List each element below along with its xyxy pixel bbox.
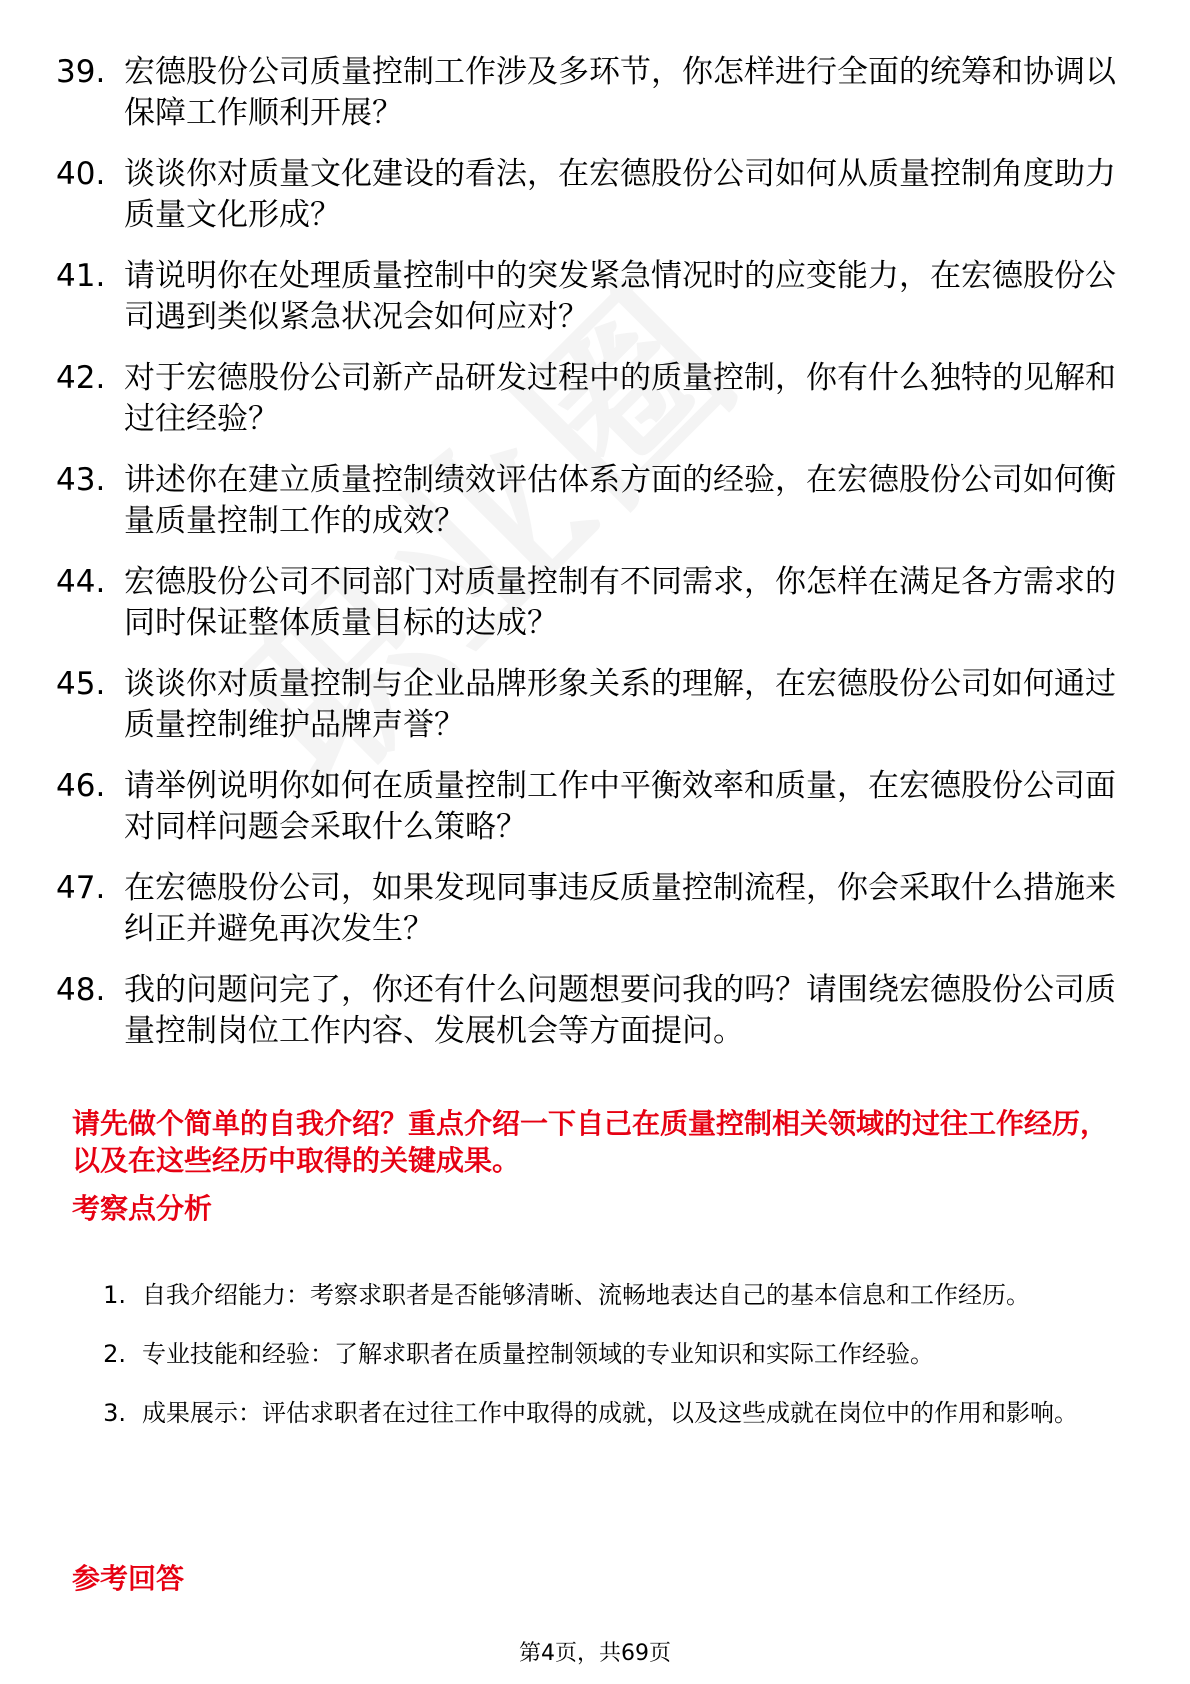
analysis-item	[86, 1325, 1126, 1383]
question-number: 42.	[56, 360, 106, 396]
question-list	[56, 52, 1136, 1072]
question-text: 请说明你在处理质量控制中的突发紧急情况时的应变能力，在宏德股份公司遇到类似紧急状况会如何应对？	[124, 258, 1116, 335]
analysis-number: 3.	[103, 1399, 126, 1427]
question-item	[56, 766, 1136, 848]
analysis-number: 2.	[103, 1340, 126, 1368]
analysis-text: 自我介绍能力：考察求职者是否能够清晰、流畅地表达自己的基本信息和工作经历。	[142, 1281, 1030, 1309]
question-item	[56, 664, 1136, 746]
analysis-text: 专业技能和经验：了解求职者在质量控制领域的专业知识和实际工作经验。	[142, 1340, 934, 1368]
analysis-heading: 考察点分析	[72, 1192, 213, 1225]
question-text: 谈谈你对质量控制与企业品牌形象关系的理解，在宏德股份公司如何通过质量控制维护品牌声誉？	[124, 666, 1116, 743]
question-text: 宏德股份公司不同部门对质量控制有不同需求，你怎样在满足各方需求的同时保证整体质量目标的达成？	[124, 564, 1116, 641]
question-number: 48.	[56, 972, 106, 1008]
question-item	[56, 970, 1136, 1052]
analysis-number: 1.	[103, 1281, 126, 1309]
question-item	[56, 868, 1136, 950]
question-item	[56, 52, 1136, 134]
question-number: 43.	[56, 462, 106, 498]
question-text: 谈谈你对质量文化建设的看法，在宏德股份公司如何从质量控制角度助力质量文化形成？	[124, 156, 1116, 233]
question-number: 47.	[56, 870, 106, 906]
question-number: 44.	[56, 564, 106, 600]
question-text: 在宏德股份公司，如果发现同事违反质量控制流程，你会采取什么措施来纠正并避免再次发生？	[124, 870, 1116, 947]
question-text: 对于宏德股份公司新产品研发过程中的质量控制，你有什么独特的见解和过往经验？	[124, 360, 1116, 437]
question-item	[56, 460, 1136, 542]
analysis-list	[86, 1266, 1126, 1443]
analysis-text: 成果展示：评估求职者在过往工作中取得的成就，以及这些成就在岗位中的作用和影响。	[142, 1399, 1078, 1427]
question-number: 46.	[56, 768, 106, 804]
analysis-item	[86, 1266, 1126, 1324]
question-number: 40.	[56, 156, 106, 192]
page-footer: 第4页，共69页	[519, 1641, 671, 1666]
question-item	[56, 358, 1136, 440]
question-item	[56, 154, 1136, 236]
question-item	[56, 562, 1136, 644]
question-number: 39.	[56, 54, 106, 90]
question-text: 请举例说明你如何在质量控制工作中平衡效率和质量，在宏德股份公司面对同样问题会采取什么策略？	[124, 768, 1116, 845]
question-number: 45.	[56, 666, 106, 702]
question-item	[56, 256, 1136, 338]
reference-heading: 参考回答	[72, 1562, 185, 1595]
question-text: 我的问题问完了，你还有什么问题想要问我的吗？请围绕宏德股份公司质量控制岗位工作内容、发展机会等方面提问。	[124, 972, 1116, 1049]
question-text: 讲述你在建立质量控制绩效评估体系方面的经验，在宏德股份公司如何衡量质量控制工作的成效？	[124, 462, 1116, 539]
question-number: 41.	[56, 258, 106, 294]
analysis-item	[86, 1384, 1126, 1442]
intro-question: 请先做个简单的自我介绍？重点介绍一下自己在质量控制相关领域的过往工作经历，以及在这些经历中取得的关键成果。	[72, 1107, 1109, 1177]
question-text: 宏德股份公司质量控制工作涉及多环节，你怎样进行全面的统筹和协调以保障工作顺利开展？	[124, 54, 1116, 131]
